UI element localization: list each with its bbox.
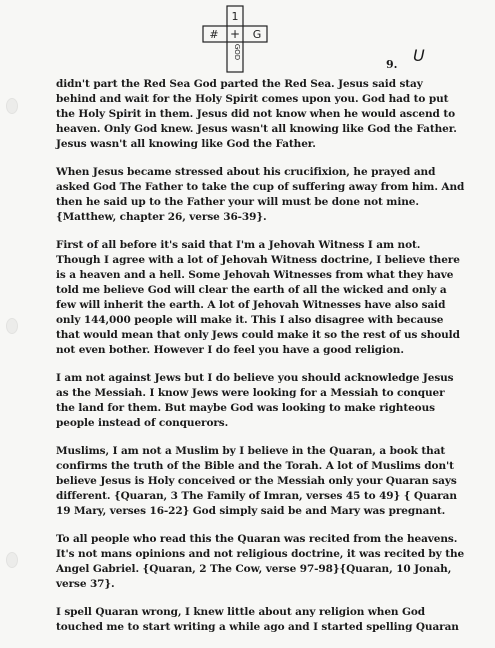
handwritten-initial: U	[413, 46, 425, 65]
text-line: few will inherit the earth. A lot of Jehovah Witnesses have also said	[56, 299, 446, 311]
text-line: First of all before it's said that I'm a Jehovah Witness I am not.	[56, 239, 421, 251]
paragraph	[56, 444, 486, 519]
text-line: touched me to start writing a while ago and I started spelling Quaran	[56, 621, 459, 633]
text-line: told me believe God will clear the earth of all the wicked and only a	[56, 284, 447, 296]
text-line: heaven. Only God knew. Jesus wasn't all knowing like God the Father.	[56, 123, 457, 135]
binder-hole-bottom	[6, 552, 18, 568]
paragraph	[56, 165, 486, 225]
paragraph	[56, 532, 486, 592]
cross-mark-center: +	[229, 27, 241, 41]
text-line: the land for them. But maybe God was looking to make righteous	[56, 402, 435, 414]
document-body	[56, 77, 486, 648]
text-line: different. {Quaran, 3 The Family of Imran, verses 45 to 49} { Quaran	[56, 490, 457, 502]
text-line: To all people who read this the Quaran was recited from the heavens.	[56, 533, 458, 545]
text-line: When Jesus became stressed about his crucifixion, he prayed and	[56, 166, 436, 178]
text-line: Angel Gabriel. {Quaran, 2 The Cow, verse 97-98}{Quaran, 10 Jonah,	[56, 563, 452, 575]
cross-mark-right: G	[252, 28, 262, 41]
paragraph	[56, 77, 486, 152]
text-line: only 144,000 people will make it. This I also disagree with because	[56, 314, 444, 326]
text-line: believe Jesus is Holy conceived or the Messiah only your Quaran says	[56, 475, 457, 487]
text-line: I spell Quaran wrong, I knew little about any religion when God	[56, 606, 426, 618]
text-line: Though I agree with a lot of Jehovah Witness doctrine, I believe there	[56, 254, 460, 266]
text-line: It's not mans opinions and not religious doctrine, it was recited by the	[56, 548, 465, 560]
cross-mark-top: 1	[231, 10, 239, 23]
text-line: behind and wait for the Holy Spirit comes upon you. God had to put	[56, 93, 449, 105]
text-line: Muslims, I am not a Muslim by I believe in the Quaran, a book that	[56, 445, 446, 457]
paragraph	[56, 371, 486, 431]
paragraph	[56, 605, 486, 635]
text-line: people instead of conquerors.	[56, 417, 229, 429]
hand-drawn-cross	[200, 4, 272, 74]
text-line: that would mean that only Jews could make it so the rest of us should	[56, 329, 460, 341]
page-number: 9.	[386, 58, 398, 71]
text-line: Jesus wasn't all knowing like God the Father.	[56, 138, 316, 150]
binder-hole-top	[6, 98, 18, 114]
text-line: then he said up to the Father your will must be done not mine.	[56, 196, 419, 208]
text-line: I am not against Jews but I do believe you should acknowledge Jesus	[56, 372, 454, 384]
text-line: 19 Mary, verses 16-22} God simply said be and Mary was pregnant.	[56, 505, 446, 517]
text-line: didn't part the Red Sea God parted the Red Sea. Jesus said stay	[56, 78, 423, 90]
binder-hole-middle	[6, 318, 18, 334]
cross-drawing	[200, 4, 272, 74]
text-line: {Matthew, chapter 26, verse 36-39}.	[56, 211, 267, 223]
paragraph	[56, 238, 486, 358]
text-line: asked God The Father to take the cup of suffering away from him. And	[56, 181, 465, 193]
cross-mark-left: #	[209, 28, 219, 41]
text-line: confirms the truth of the Bible and the Torah. A lot of Muslims don't	[56, 460, 454, 472]
text-line: is a heaven and a hell. Some Jehovah Witnesses from what they have	[56, 269, 454, 281]
text-line: as the Messiah. I know Jews were looking for a Messiah to conquer	[56, 387, 445, 399]
text-line: verse 37}.	[56, 578, 115, 590]
cross-mark-lower: GOD	[233, 43, 241, 61]
text-line: not even bother. However I do feel you have a good religion.	[56, 344, 404, 356]
text-line: the Holy Spirit in them. Jesus did not know when he would ascend to	[56, 108, 455, 120]
